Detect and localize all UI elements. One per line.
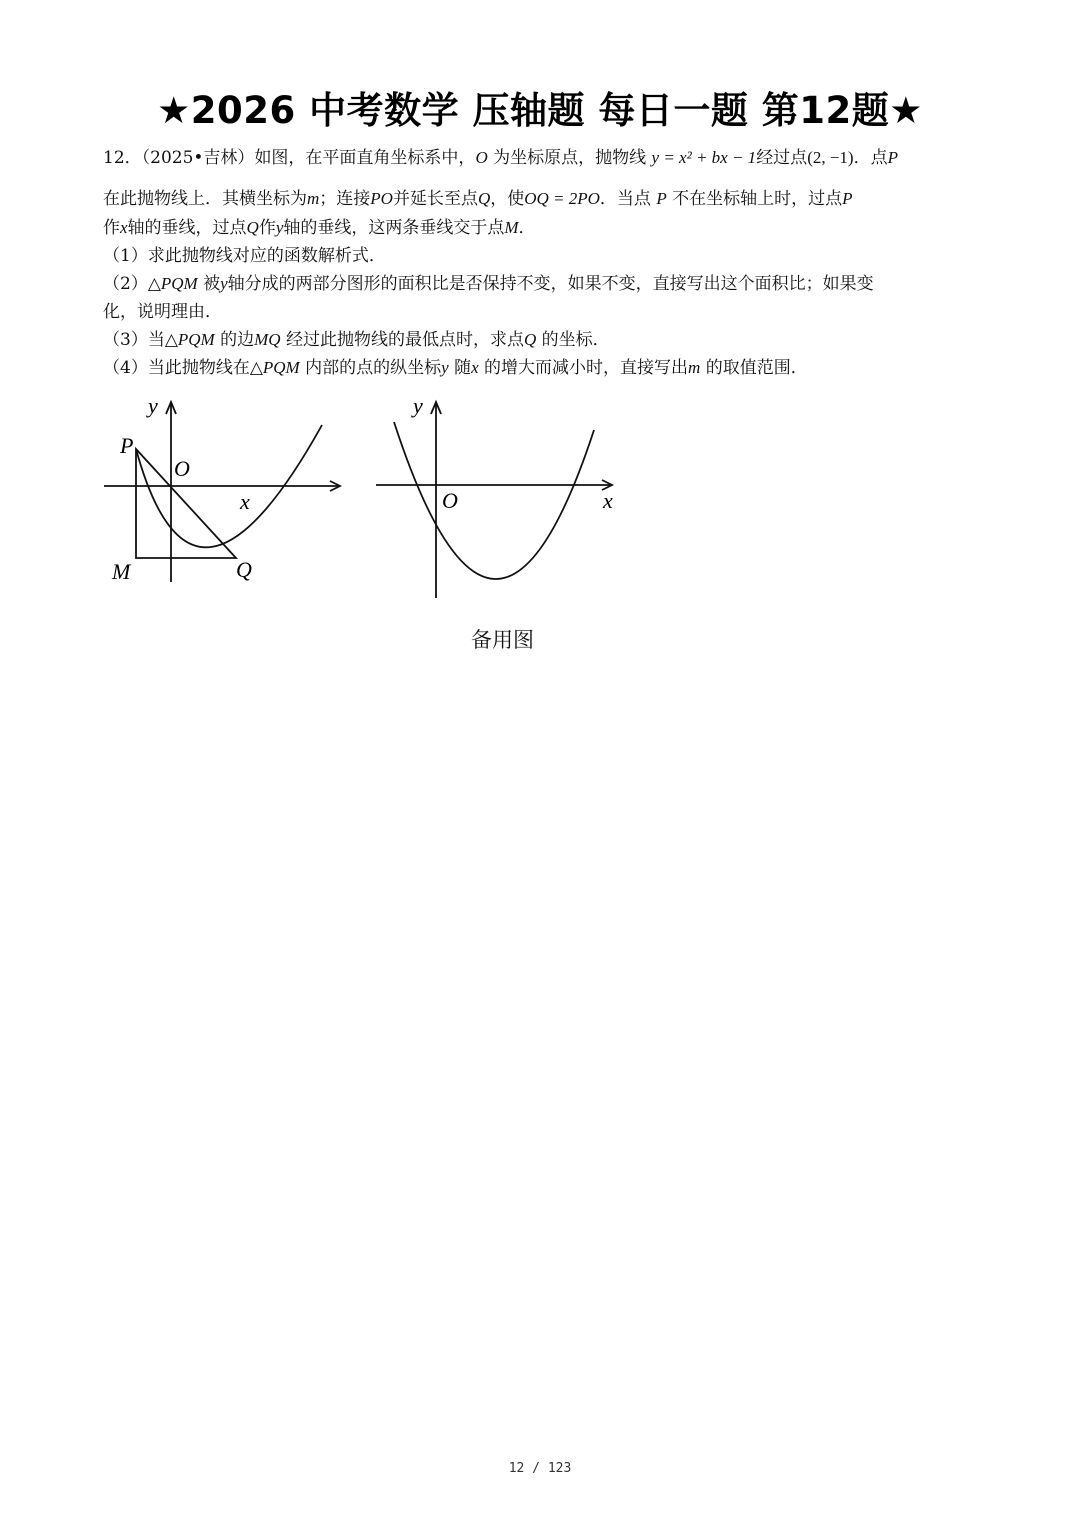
- point-label-O: O: [174, 456, 190, 481]
- math-PO: PO: [370, 189, 393, 208]
- text-segment: 轴分成的两部分图形的面积比是否保持不变，如果不变，直接写出这个面积比；如果变: [227, 274, 874, 294]
- axis-label-y: y: [413, 393, 423, 418]
- question-4: [103, 356, 983, 380]
- math-O: O: [475, 148, 488, 167]
- text-segment: （4）当此抛物线在△: [103, 358, 263, 378]
- text-segment: ；连接: [319, 189, 371, 209]
- text-segment: 轴的垂线，这两条垂线交于点: [283, 218, 505, 238]
- question-2: [103, 272, 983, 296]
- text-segment: 作: [103, 218, 120, 238]
- text-segment: 的增大而减小时，直接写出: [484, 358, 689, 378]
- equation: y = x² + bx − 1: [651, 148, 757, 167]
- math-m: m: [307, 189, 320, 208]
- math-x: x: [120, 218, 128, 237]
- page-title: ★2026 中考数学 压轴题 每日一题 第12题★: [157, 89, 923, 132]
- axis-label-x: x: [240, 489, 250, 514]
- problem-line-2: [103, 187, 983, 211]
- problem-line-1: [103, 146, 983, 170]
- math-Q: Q: [246, 218, 259, 237]
- text-segment: ，使: [490, 189, 525, 209]
- text-segment: （2）△: [103, 274, 161, 294]
- math-MQ: MQ: [254, 330, 281, 349]
- math-y: y: [275, 218, 284, 237]
- math-P: P: [842, 189, 853, 208]
- text-segment: 被: [203, 274, 221, 294]
- text-segment: ．当点: [599, 189, 651, 209]
- text-segment: 经过点: [756, 148, 808, 168]
- text-segment: 在此抛物线上．其横坐标为: [103, 189, 307, 209]
- point-label-P: P: [120, 433, 134, 458]
- problem-source: （2025•吉林）: [141, 148, 255, 168]
- page-number: 12 / 123: [508, 1461, 572, 1476]
- text-segment: ．点: [853, 148, 888, 168]
- problem-line-3: [103, 216, 983, 240]
- math-Q: Q: [477, 189, 491, 208]
- axis-label-x: x: [603, 488, 613, 513]
- math-Q: Q: [523, 330, 537, 349]
- text-segment: 的边: [220, 330, 255, 350]
- text-segment: 并延长至点: [392, 189, 478, 209]
- text-segment: 内部的点的纵坐标: [305, 358, 442, 378]
- math-PQM: PQM: [177, 330, 215, 349]
- figure-backup: [372, 392, 617, 604]
- question-2-continued: 化，说明理由．: [103, 302, 222, 322]
- text-segment: 不在坐标轴上时，过点: [672, 189, 843, 209]
- math-m: m: [688, 358, 701, 377]
- axis-label-y: y: [148, 393, 158, 418]
- math-PQM: PQM: [160, 274, 198, 293]
- text-segment: 经过此抛物线的最低点时，求点: [285, 330, 524, 350]
- parabola-curve: [394, 422, 594, 579]
- figure-caption: 备用图: [471, 628, 534, 652]
- text-segment: （3）当△: [103, 330, 178, 350]
- point-label-M: M: [112, 559, 131, 584]
- text-segment: ．: [518, 218, 536, 238]
- math-y: y: [220, 274, 228, 293]
- text-segment: 的坐标．: [541, 330, 610, 350]
- point-label-O: O: [442, 488, 458, 513]
- math-M: M: [504, 218, 519, 237]
- text-segment: 随: [454, 358, 472, 378]
- text-segment: 的取值范围．: [705, 358, 808, 378]
- question-3: [103, 328, 983, 352]
- math-P: P: [656, 189, 667, 208]
- figure-main: [100, 392, 360, 604]
- question-1: （1）求此抛物线对应的函数解析式．: [103, 246, 386, 266]
- math-P: P: [887, 148, 898, 167]
- point-label-Q: Q: [236, 557, 252, 582]
- problem-number: 12．: [103, 148, 142, 168]
- text-segment: 如图，在平面直角坐标系中，: [254, 148, 476, 168]
- math-x: x: [471, 358, 479, 377]
- point-coordinate: (2, −1): [807, 148, 854, 167]
- text-segment: 为坐标原点，抛物线: [493, 148, 647, 168]
- math-OQ-2PO: OQ = 2PO: [524, 189, 600, 208]
- text-segment: 轴的垂线，过点: [127, 218, 247, 238]
- math-y: y: [441, 358, 449, 377]
- text-segment: 作: [258, 218, 276, 238]
- math-PQM: PQM: [262, 358, 300, 377]
